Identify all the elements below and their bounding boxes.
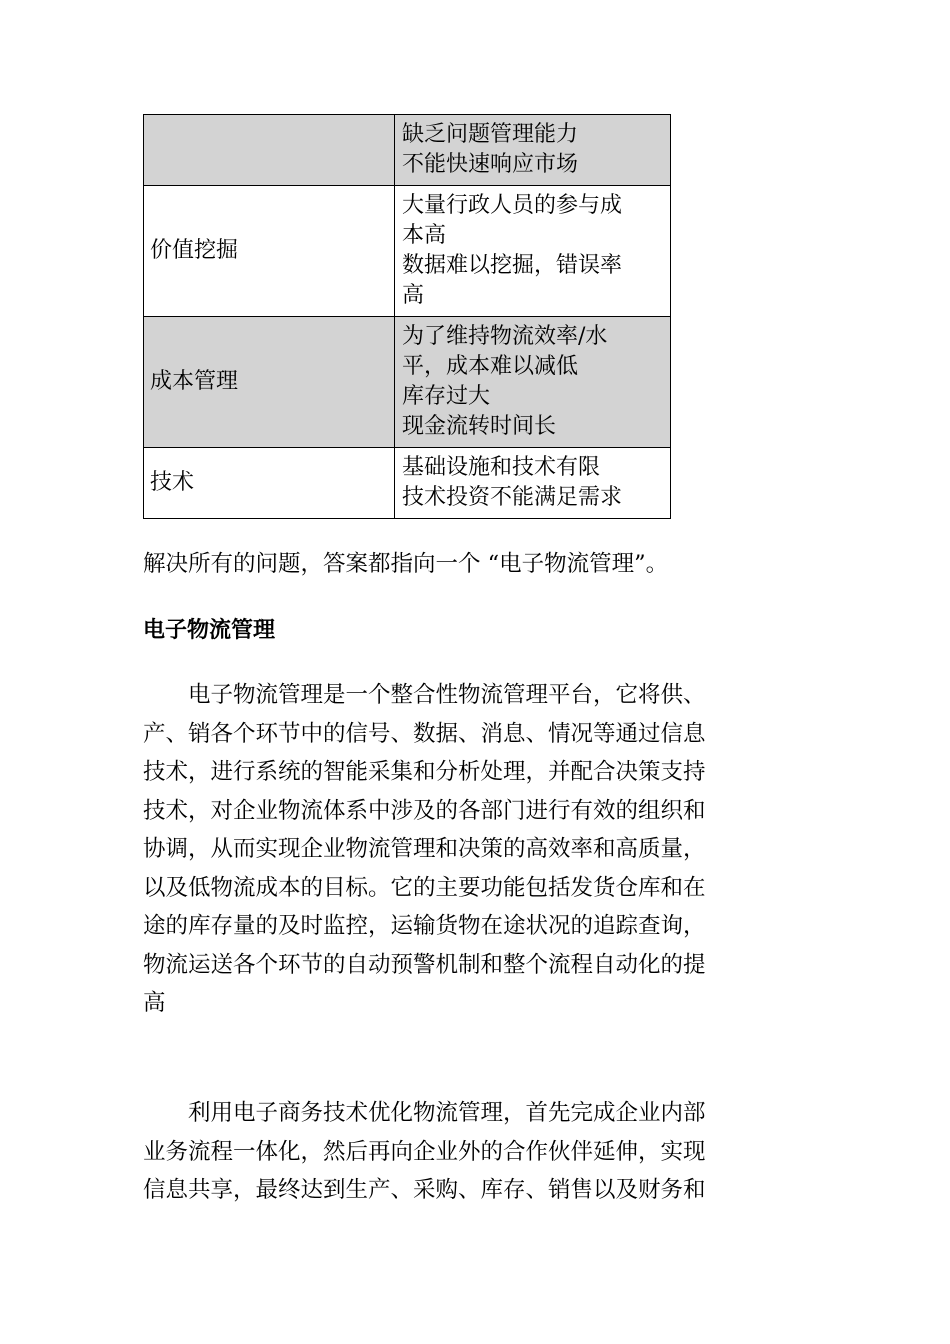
table-category-cell: 价值挖掘 bbox=[144, 186, 395, 317]
description-line: 不能快速响应市场 bbox=[402, 152, 579, 177]
description-line: 数据难以挖掘，错误率 bbox=[402, 253, 623, 278]
description-line: 缺乏问题管理能力 bbox=[402, 122, 579, 147]
table-row bbox=[144, 317, 671, 448]
table-description-cell bbox=[395, 448, 671, 519]
table-row bbox=[144, 448, 671, 519]
table-row bbox=[144, 115, 671, 186]
description-line: 为了维持物流效率/水 bbox=[402, 324, 608, 349]
paragraph-line: 高 bbox=[143, 990, 166, 1016]
description-line: 基础设施和技术有限 bbox=[402, 455, 601, 480]
summary-sentence: 解决所有的问题，答案都指向一个 “电子物流管理”。 bbox=[143, 551, 669, 577]
body-paragraph-2 bbox=[143, 1094, 783, 1210]
table-description-cell bbox=[395, 186, 671, 317]
paragraph-line: 途的库存量的及时监控，运输货物在途状况的追踪查询， bbox=[143, 913, 706, 939]
paragraph-line: 电子物流管理是一个整合性物流管理平台，它将供、 bbox=[143, 682, 706, 708]
paragraph-line: 业务流程一体化，然后再向企业外的合作伙伴延伸，实现 bbox=[143, 1138, 706, 1165]
paragraph-line: 协调，从而实现企业物流管理和决策的高效率和高质量， bbox=[143, 836, 706, 862]
paragraph-line: 信息共享，最终达到生产、采购、库存、销售以及财务和 bbox=[143, 1177, 706, 1203]
table-category-cell: 技术 bbox=[144, 448, 395, 519]
paragraph-line: 物流运送各个环节的自动预警机制和整个流程自动化的提 bbox=[143, 951, 706, 978]
description-line: 技术投资不能满足需求 bbox=[402, 485, 623, 510]
table-description-cell bbox=[395, 115, 671, 186]
paragraph-line: 产、销各个环节中的信号、数据、消息、情况等通过信息 bbox=[143, 720, 706, 747]
description-line: 高 bbox=[402, 283, 425, 308]
section-heading: 电子物流管理 bbox=[143, 617, 276, 643]
paragraph-line: 技术，进行系统的智能采集和分析处理，并配合决策支持 bbox=[143, 759, 706, 785]
paragraph-line: 以及低物流成本的目标。它的主要功能包括发货仓库和在 bbox=[143, 874, 706, 901]
description-line: 平，成本难以减低 bbox=[402, 354, 579, 379]
table-category-cell bbox=[144, 115, 395, 186]
description-line: 大量行政人员的参与成 bbox=[402, 193, 623, 218]
problems-table bbox=[143, 114, 671, 519]
table-row bbox=[144, 186, 671, 317]
body-paragraph-1 bbox=[143, 676, 783, 1023]
description-line: 库存过大 bbox=[402, 384, 491, 409]
table-category-cell: 成本管理 bbox=[144, 317, 395, 448]
table-description-cell bbox=[395, 317, 671, 448]
description-line: 现金流转时间长 bbox=[402, 414, 557, 439]
paragraph-line: 技术，对企业物流体系中涉及的各部门进行有效的组织和 bbox=[143, 797, 706, 824]
paragraph-line: 利用电子商务技术优化物流管理，首先完成企业内部 bbox=[143, 1100, 706, 1126]
description-line: 本高 bbox=[402, 223, 447, 248]
